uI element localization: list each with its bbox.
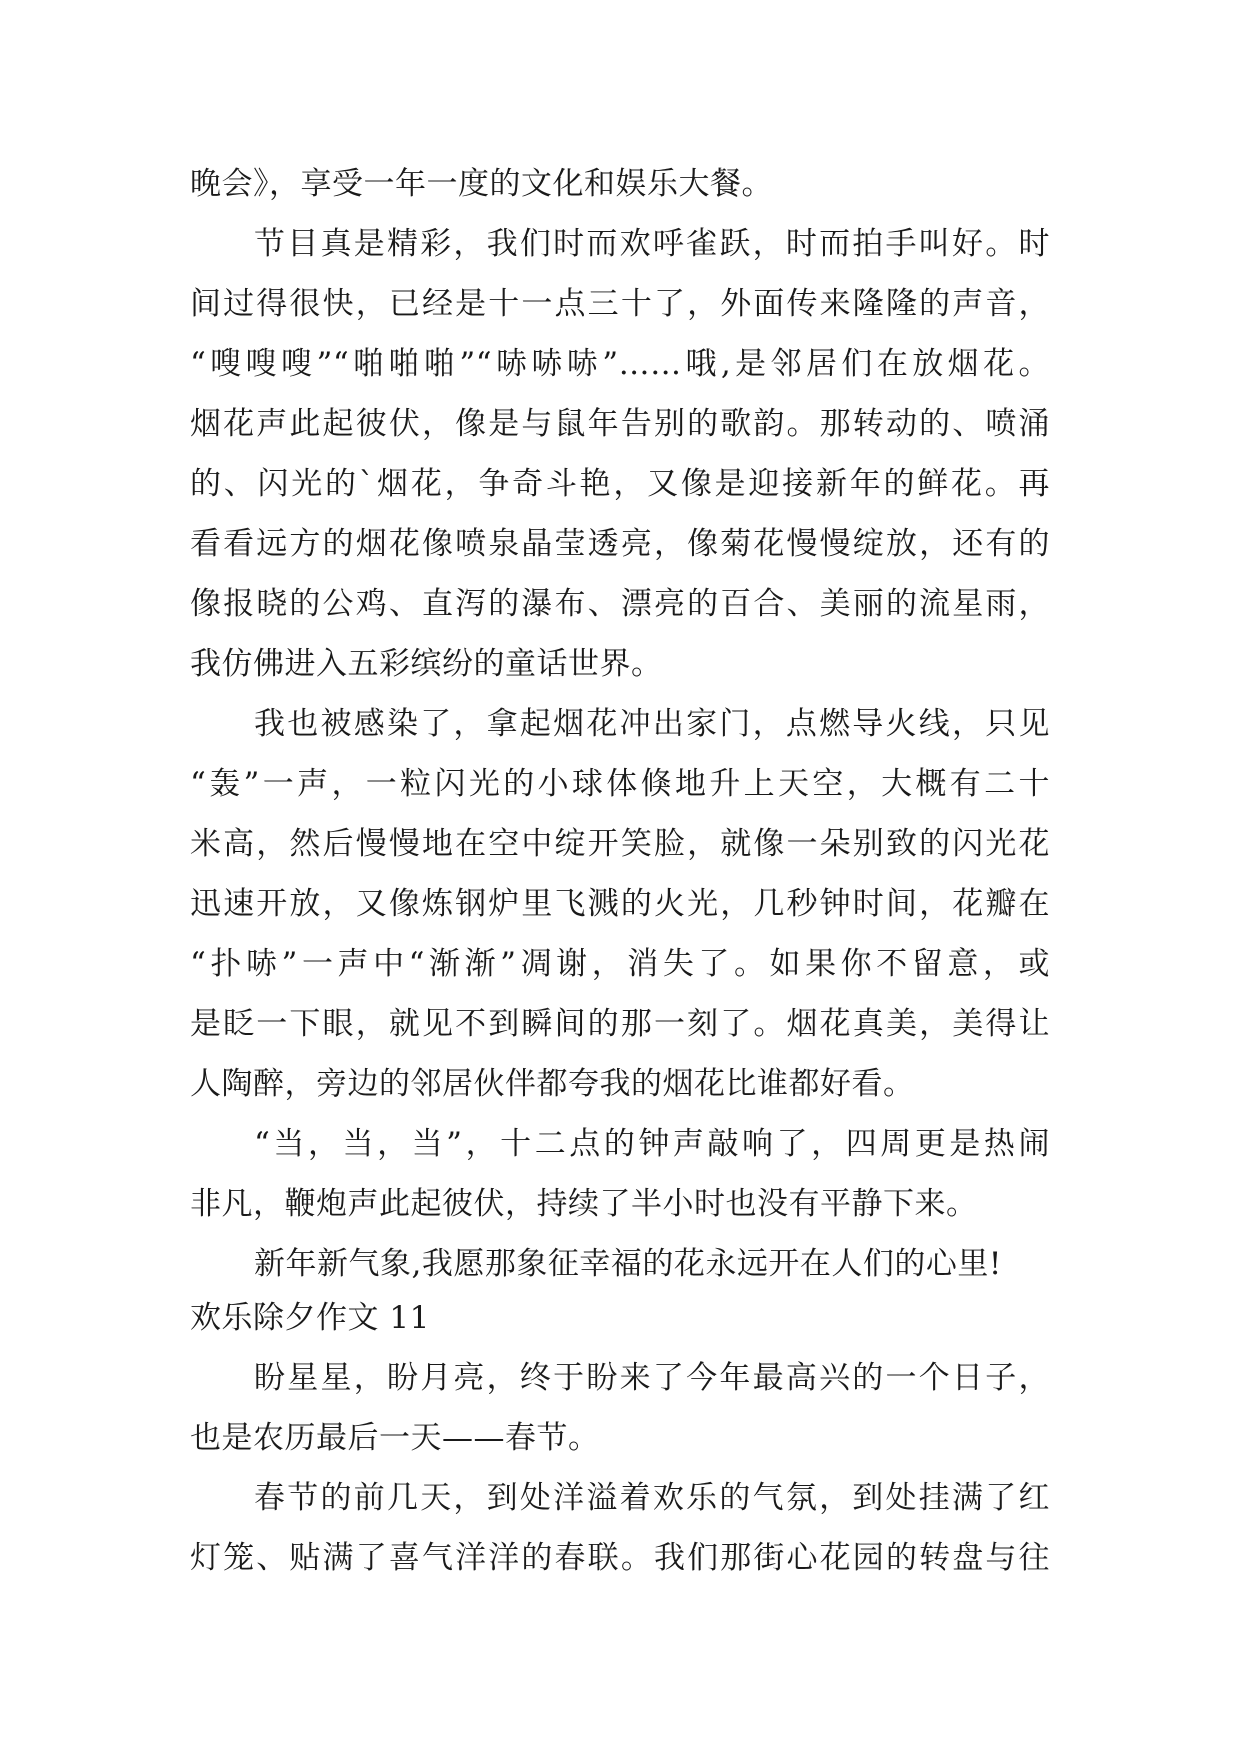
text-line: 像报晓的公鸡、直泻的瀑布、漂亮的百合、美丽的流星雨，: [190, 586, 1050, 622]
section-heading: 欢乐除夕作文 11: [190, 1300, 430, 1336]
text-line: 烟花声此起彼伏，像是与鼠年告别的歌韵。那转动的、喷涌: [190, 406, 1050, 442]
text-line: 人陶醉，旁边的邻居伙伴都夸我的烟花比谁都好看。: [190, 1066, 915, 1102]
text-line: 晚会》，享受一年一度的文化和娱乐大餐。: [190, 166, 773, 202]
paragraph-first-line: 盼星星，盼月亮，终于盼来了今年最高兴的一个日子，: [254, 1360, 1050, 1396]
paragraph-first-line: 我也被感染了，拿起烟花冲出家门，点燃导火线，只见: [254, 706, 1050, 742]
text-line: 我仿佛进入五彩缤纷的童话世界。: [190, 646, 663, 682]
text-line: 间过得很快，已经是十一点三十了，外面传来隆隆的声音，: [190, 286, 1050, 322]
text-line: 灯笼、贴满了喜气洋洋的春联。我们那街心花园的转盘与往: [190, 1540, 1050, 1576]
paragraph-first-line: 春节的前几天，到处洋溢着欢乐的气氛，到处挂满了红: [254, 1480, 1050, 1516]
text-line: 也是农历最后一天——春节。: [190, 1420, 600, 1456]
text-line: “轰”一声，一粒闪光的小球体倏地升上天空，大概有二十: [190, 766, 1050, 802]
paragraph-first-line: 新年新气象,我愿那象征幸福的花永远开在人们的心里!: [254, 1246, 1002, 1282]
text-line: 米高，然后慢慢地在空中绽开笑脸，就像一朵别致的闪光花: [190, 826, 1050, 862]
paragraph-first-line: 节目真是精彩，我们时而欢呼雀跃，时而拍手叫好。时: [254, 226, 1050, 262]
text-line: 是眨一下眼，就见不到瞬间的那一刻了。烟花真美，美得让: [190, 1006, 1050, 1042]
text-line: 看看远方的烟花像喷泉晶莹透亮，像菊花慢慢绽放，还有的: [190, 526, 1050, 562]
paragraph-first-line: “当，当，当”，十二点的钟声敲响了，四周更是热闹: [254, 1126, 1050, 1162]
text-line: “嗖嗖嗖”“啪啪啪”“哧哧哧”……哦,是邻居们在放烟花。: [190, 346, 1050, 382]
text-line: “扑哧”一声中“渐渐”凋谢，消失了。如果你不留意，或: [190, 946, 1050, 982]
text-line: 的、闪光的`烟花，争奇斗艳，又像是迎接新年的鲜花。再: [190, 466, 1050, 502]
text-line: 非凡，鞭炮声此起彼伏，持续了半小时也没有平静下来。: [190, 1186, 978, 1222]
text-line: 迅速开放，又像炼钢炉里飞溅的火光，几秒钟时间，花瓣在: [190, 886, 1050, 922]
